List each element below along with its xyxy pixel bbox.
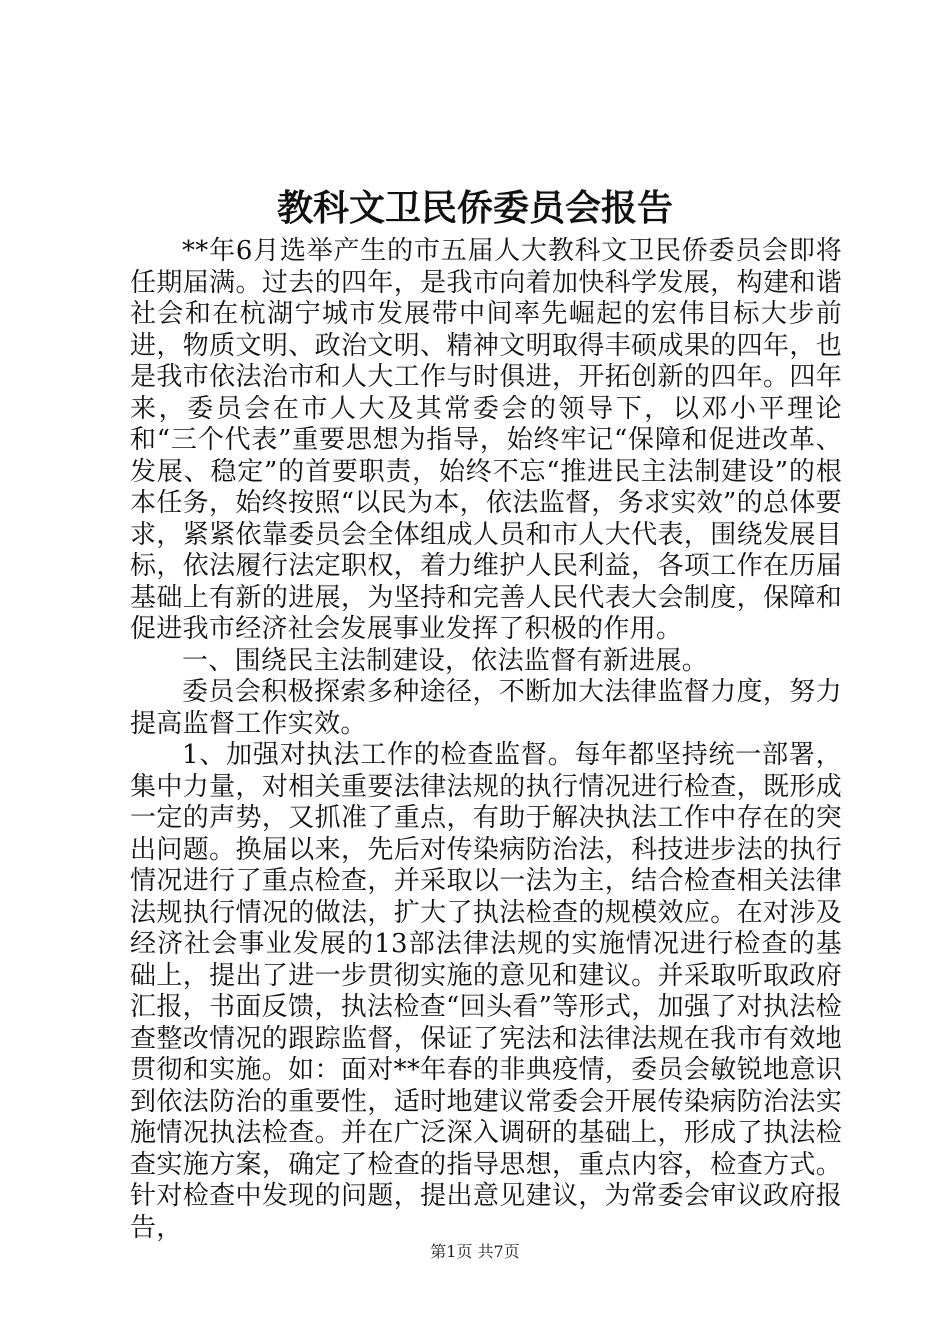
paragraph-item-1: 1、加强对执法工作的检查监督。每年都坚持统一部署，集中力量，对相关重要法律法规的执行情况进行检查，既形成一定的声势，又抓准了重点，有助于解决执法工作中存在的突出问题。换届以来，先后对传染病防治法，科技进步法的执行情况进行了重点检查，并采取以一法为主，结合检查相关法律法规执行情况的做法，扩大了执法检查的规模效应。在对涉及经济社会事业发展的13部法律法规的实施情况进行检查的基础上，提出了进一步贯彻实施的意见和建议。并采取听取政府汇报，书面反馈，执法检查“回头看”等形式，加强了对执法检查整改情况的跟踪监督，保证了宪法和法律法规在我市有效地贯彻和实施。如：面对**年春的非典疫情，委员会敏锐地意识到依法防治的重要性，适时地建议常委会开展传染病防治法实施情况执法检查。并在广泛深入调研的基础上，形成了执法检查实施方案，确定了检查的指导思想，重点内容，检查方式。针对检查中发现的问题，提出意见建议，为常委会审议政府报告， xyxy=(130,740,842,1243)
document-title: 教科文卫民侨委员会报告 xyxy=(276,187,673,229)
paragraph-intro: **年6月选举产生的市五届人大教科文卫民侨委员会即将任期届满。过去的四年，是我市向着加快科学发展，构建和谐社会和在杭湖宁城市发展带中间率先崛起的宏伟目标大步前进，物质文明、政治文明、精神文明取得丰硕成果的四年，也是我市依法治市和人大工作与时俱进，开拓创新的四年。四年来，委员会在市人大及其常委会的领导下，以邓小平理论和“三个代表”重要思想为指导，始终牢记“保障和促进改革、发展、稳定”的首要职责，始终不忘“推进民主法制建设”的根本任务，始终按照“以民为本，依法监督，务求实效”的总体要求，紧紧依靠委员会全体组成人员和市人大代表，围绕发展目标，依法履行法定职权，着力维护人民利益，各项工作在历届基础上有新的进展，为坚持和完善人民代表大会制度，保障和促进我市经济社会发展事业发挥了积极的作用。 xyxy=(130,236,842,644)
page-number-footer: 第1页 共7页 xyxy=(430,1242,520,1261)
paragraph-section-heading: 一、围绕民主法制建设，依法监督有新进展。 xyxy=(182,645,709,676)
paragraph-section-summary: 委员会积极探索多种途径，不断加大法律监督力度，努力提高监督工作实效。 xyxy=(130,677,842,739)
document-body xyxy=(130,236,842,1244)
